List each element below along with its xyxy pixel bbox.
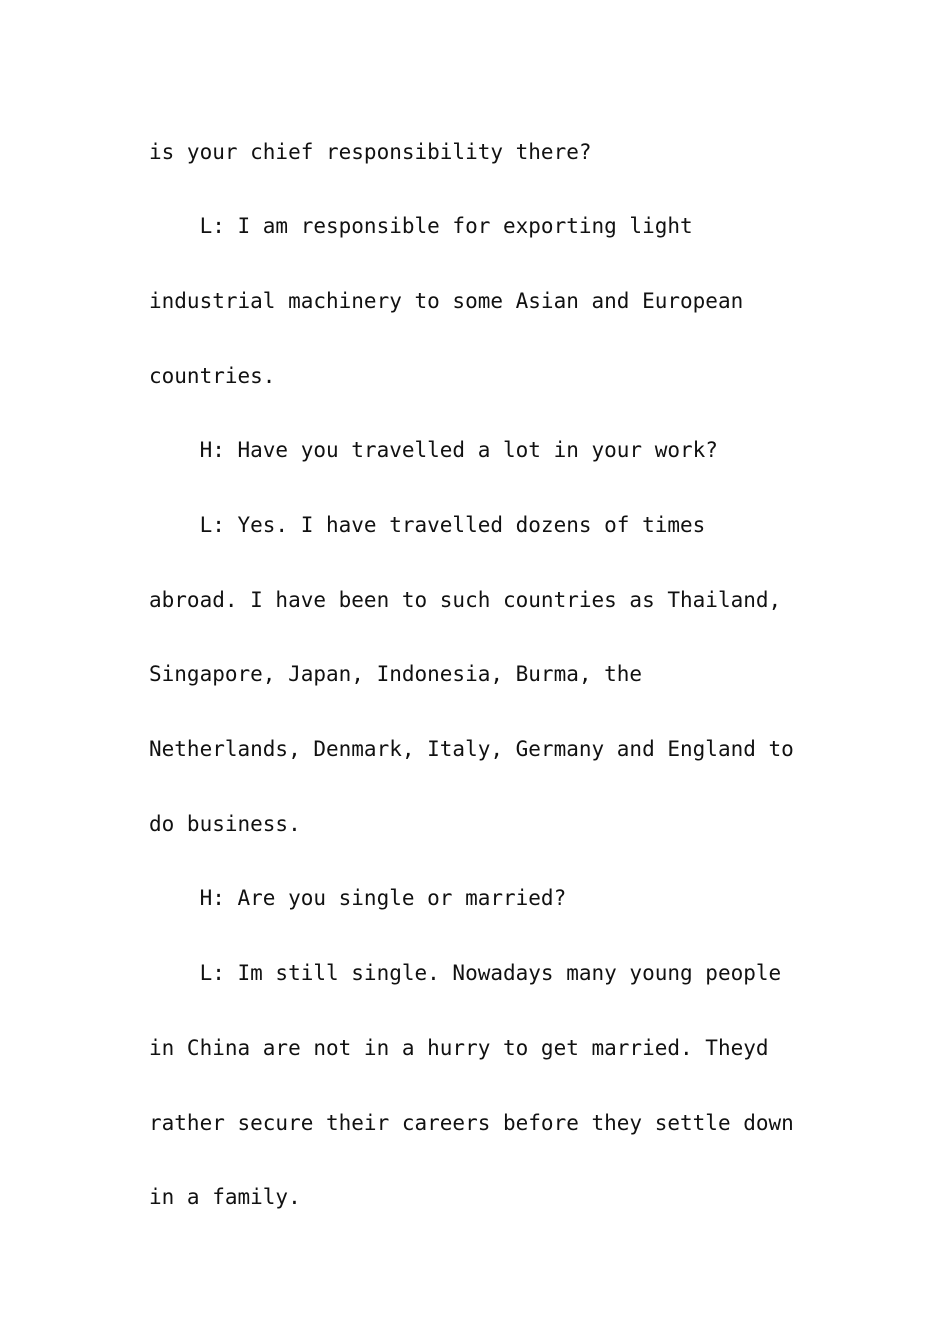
text-line: H: Are you single or married?	[149, 886, 567, 910]
text-line: in China are not in a hurry to get married. Theyd	[149, 1036, 769, 1060]
text-line: do business.	[149, 812, 301, 836]
text-line: L: Yes. I have travelled dozens of times	[149, 513, 706, 537]
text-line: Netherlands, Denmark, Italy, Germany and England to	[149, 737, 794, 761]
text-line: Singapore, Japan, Indonesia, Burma, the	[149, 662, 643, 686]
text-line: industrial machinery to some Asian and European	[149, 289, 744, 313]
text-line: in a family.	[149, 1185, 301, 1209]
text-line: H: Have you travelled a lot in your work?	[149, 438, 718, 462]
text-line: countries.	[149, 364, 276, 388]
text-line: is your chief responsibility there?	[149, 140, 592, 164]
text-line: rather secure their careers before they settle down	[149, 1111, 794, 1135]
text-line: L: Im still single. Nowadays many young people	[149, 961, 782, 985]
text-line: L: I am responsible for exporting light	[149, 214, 693, 238]
text-line: abroad. I have been to such countries as Thailand,	[149, 588, 782, 612]
